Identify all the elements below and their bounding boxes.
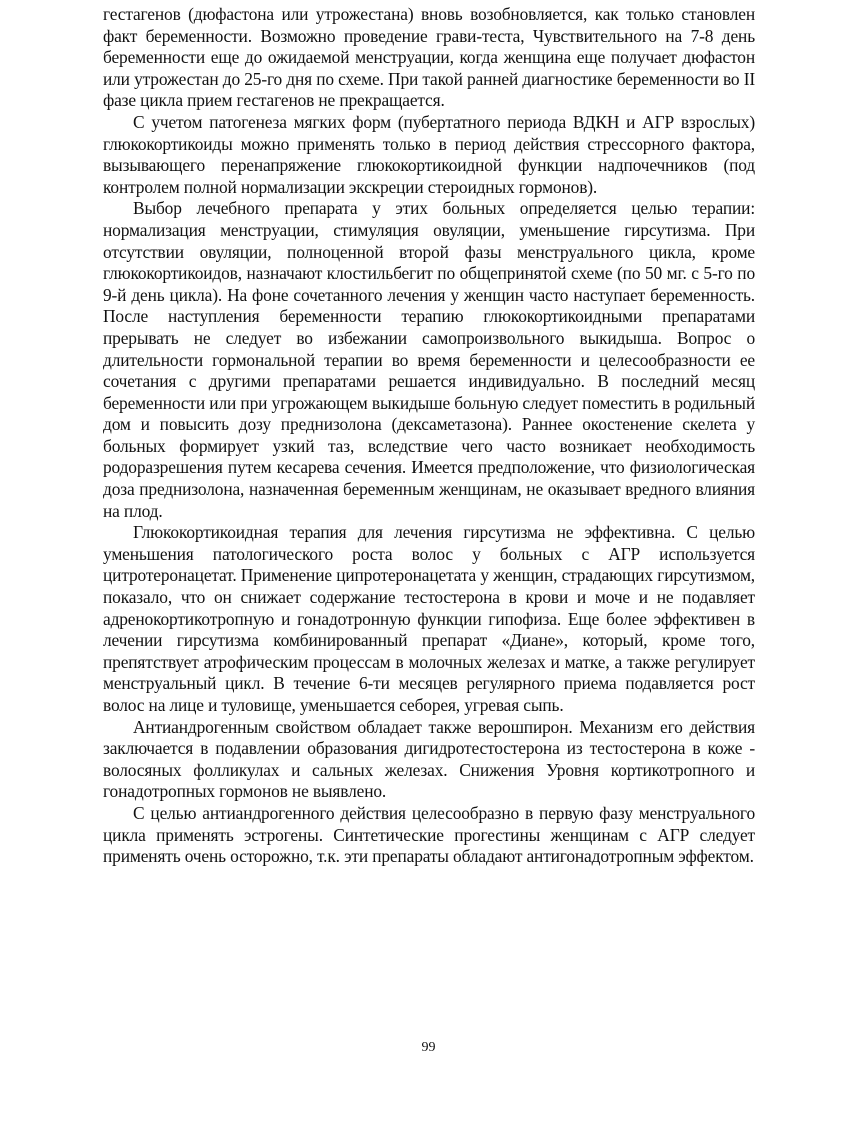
page-number: 99	[421, 1040, 436, 1055]
paragraph-1: гестагенов (дюфастона или утрожестана) вновь возобновляется, как только становлен факт беременности. Возможно проведение грави-теста, Чувствительного на 7-8 день беременности еще до ожидаемой менструации, когда женщина еще получает дюфастон или утрожестан до 25-го дня по схеме. При такой ранней диагностике беременности во II фазе цикла прием гестагенов не прекращается.	[103, 4, 755, 111]
paragraph-6: С целью антиандрогенного действия целесообразно в первую фазу менструального цикла применять эстрогены. Синтетические прогестины женщинам с АГР следует применять очень осторожно, т.к. эти препараты обладают антигонадотропным эффектом.	[103, 802, 755, 867]
paragraph-4: Глюкокортикоидная терапия для лечения гирсутизма не эффективна. С целью уменьшения патологического роста волос у больных с АГР используется цитротеронацетат. Применение ципротеронацетата у женщин, страдающих гирсутизмом, показало, что он снижает содержание тестостерона в крови и моче и не подавляет адренокортикотропную и гонадотронную функции гипофиза. Еще более эффективен в лечении гирсутизма комбинированный препарат «Диане», который, кроме того, препятствует атрофическим процессам в молочных железах и матке, а также регулирует менструальный цикл. В течение 6-ти месяцев регулярного приема подавляется рост волос на лице и туловище, уменьшается себорея, угревая сыпь.	[103, 522, 755, 715]
paragraph-3: Выбор лечебного препарата у этих больных определяется целью терапии: нормализация менструации, стимуляция овуляции, уменьшение гирсутизма. При отсутствии овуляции, полноценной второй фазы менструального цикла, кроме глюкокортикоидов, назначают клостильбегит по общепринятой схеме (по 50 мг. с 5-го по 9-й день цикла). На фоне сочетанного лечения у женщин часто наступает беременность. После наступления беременности терапию глюкокортикоидными препаратами прерывать не следует во избежании самопроизвольного выкидыша. Вопрос о длительности гормональной терапии во время беременности и целесообразности ее сочетания с другими препаратами решается индивидуально. В последний месяц беременности или при угрожающем выкидыше больную следует поместить в родильный дом и повысить дозу преднизолона (дексаметазона). Раннее окостенение скелета у больных формирует узкий таз, вследствие чего часто возникает необходимость родоразрешения путем кесарева сечения. Имеется предположение, что физиологическая доза преднизолона, назначенная беременным женщинам, не оказывает вредного влияния на плод.	[103, 198, 755, 521]
paragraph-5: Антиандрогенным свойством обладает также верошпирон. Механизм его действия заключается в подавлении образования дигидротестостерона из тестостерона в коже - волосяных фолликулах и сальных железах. Снижения Уровня кортикотропного и гонадотропных гормонов не выявлено.	[103, 716, 755, 802]
paragraph-2: С учетом патогенеза мягких форм (пубертатного периода ВДКН и АГР взрослых) глюкокортикоиды можно применять только в период действия стрессорного фактора, вызывающего перенапряжение глюкокортикоидной функции надпочечников (под контролем полной нормализации экскреции стероидных гормонов).	[103, 111, 755, 197]
page-body	[103, 4, 755, 868]
